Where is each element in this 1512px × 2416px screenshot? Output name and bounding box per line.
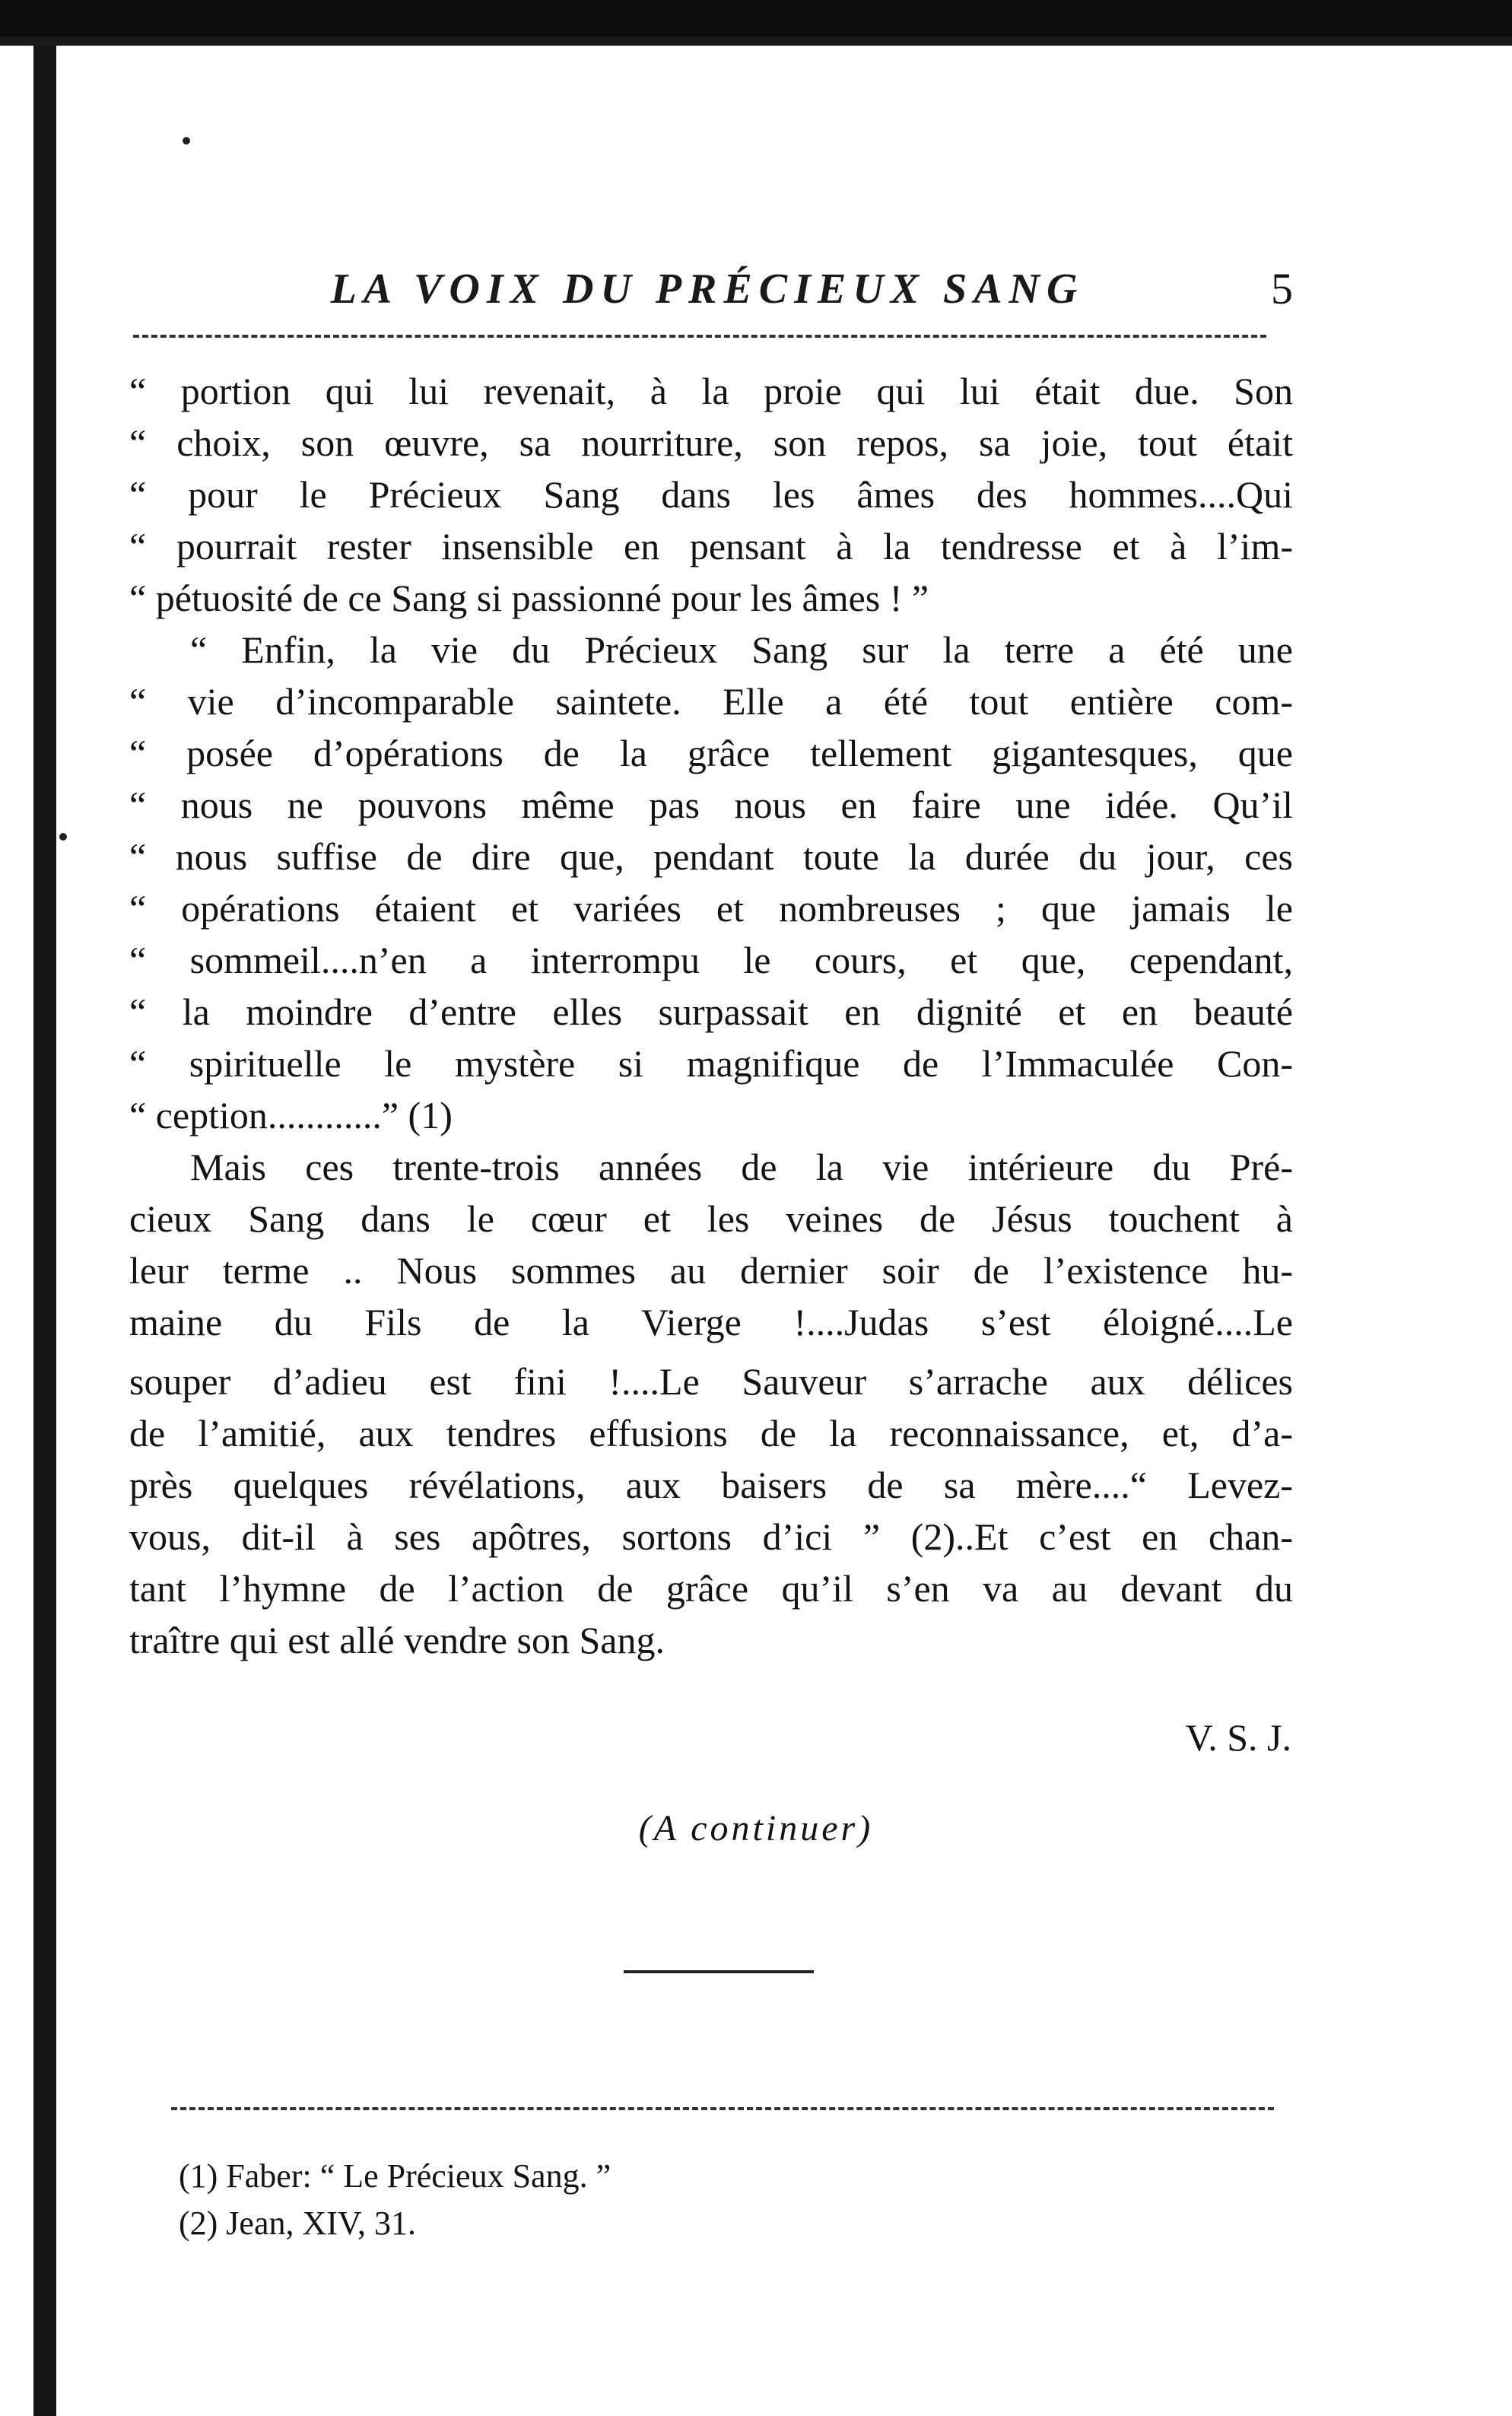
text-line: leur terme .. Nous sommes au dernier soir de l’existence hu- (129, 1249, 1293, 1292)
text-line: “ pourrait rester insensible en pensant à la tendresse et à l’im- (129, 525, 1293, 567)
text-line: de l’amitié, aux tendres effusions de la reconnaissance, et, d’a- (129, 1412, 1293, 1454)
footnote-rule (171, 2107, 1274, 2110)
text-line: maine du Fils de la Vierge !....Judas s’est éloigné....Le (129, 1301, 1293, 1343)
text-line: “ pour le Précieux Sang dans les âmes des hommes....Qui (129, 473, 1293, 516)
author-signature: V. S. J. (1185, 1716, 1291, 1759)
text-line: près quelques révélations, aux baisers de sa mère....“ Levez- (129, 1464, 1293, 1506)
paragraph-2 (129, 624, 1293, 1141)
text-line: souper d’adieu est fini !....Le Sauveur s’arrache aux délices (129, 1360, 1293, 1403)
running-title: LA VOIX DU PRÉCIEUX SANG (330, 265, 1085, 313)
text-line: “ ception............” (1) (129, 1094, 453, 1136)
text-line: “ spirituelle le mystère si magnifique de l’Immaculée Con- (129, 1042, 1293, 1085)
text-line: “ nous ne pouvons même pas nous en faire une idée. Qu’il (129, 784, 1293, 826)
section-rule (624, 1970, 814, 1973)
speck-mark (183, 137, 190, 145)
text-line: “ posée d’opérations de la grâce tellement gigantesques, que (129, 732, 1293, 774)
text-line: “ pétuosité de ce Sang si passionné pour les âmes ! ” (129, 577, 929, 619)
speck-mark (59, 833, 67, 841)
text-line: vous, dit-il à ses apôtres, sortons d’ici ” (2)..Et c’est en chan- (129, 1515, 1293, 1558)
text-line: “ nous suffise de dire que, pendant toute la durée du jour, ces (129, 835, 1293, 878)
text-line: “ la moindre d’entre elles surpassait en dignité et en beauté (129, 990, 1293, 1033)
text-line: traître qui est allé vendre son Sang. (129, 1619, 665, 1661)
page-header (183, 259, 1293, 319)
text-line: Mais ces trente-trois années de la vie intérieure du Pré- (190, 1146, 1293, 1188)
text-line: tant l’hymne de l’action de grâce qu’il s’en va au devant du (129, 1567, 1293, 1610)
footnote-2: (2) Jean, XIV, 31. (179, 2205, 417, 2242)
text-line: “ opérations étaient et variées et nombreuses ; que jamais le (129, 887, 1293, 930)
text-line: “ portion qui lui revenait, à la proie qui lui était due. Son (129, 370, 1293, 412)
text-line: “ Enfin, la vie du Précieux Sang sur la terre a été une (190, 628, 1293, 671)
text-line: cieux Sang dans le cœur et les veines de Jésus touchent à (129, 1197, 1293, 1240)
paragraph-1 (129, 365, 1293, 624)
scan-top-border (0, 0, 1512, 37)
page-number: 5 (1271, 264, 1293, 313)
body-text (129, 365, 1293, 1666)
scan-top-rule (0, 37, 1512, 46)
footnote-1: (1) Faber: “ Le Précieux Sang. ” (179, 2157, 611, 2195)
paragraph-3 (129, 1141, 1293, 1666)
text-line: “ sommeil....n’en a interrompu le cours, et que, cependant, (129, 939, 1293, 981)
scan-left-border (33, 46, 56, 2416)
continuation-note: (A continuer) (638, 1808, 874, 1849)
header-rule (133, 335, 1266, 338)
footnotes (179, 2153, 1244, 2247)
text-line: “ vie d’incomparable saintete. Elle a été tout entière com- (129, 680, 1293, 723)
text-line: “ choix, son œuvre, sa nourriture, son repos, sa joie, tout était (129, 421, 1293, 464)
